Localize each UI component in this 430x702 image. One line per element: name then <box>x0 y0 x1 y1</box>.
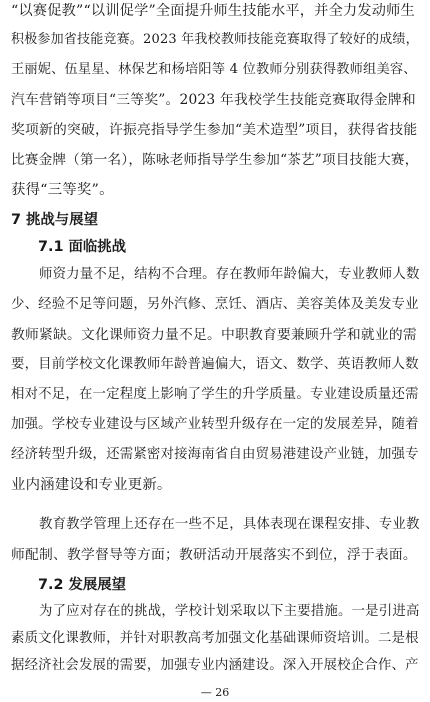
text-line: 少、经验不足等问题，另外汽修、烹饪、酒店、美容美体及美发专业 <box>11 297 419 312</box>
section-heading: 7 挑战与展望 <box>11 212 98 228</box>
text-line: 要，目前学校文化课教师年龄普遍偏大，语文、数学、英语教师人数 <box>11 357 419 372</box>
text-line: 师配制、教学督导等方面；教研活动开展落实不到位，浮于表面。 <box>11 547 417 563</box>
text-line: 加强。学校专业建设与区域产业转型升级存在一定的发展差异，随着 <box>11 417 419 432</box>
text-line: 比赛金牌（第一名），陈咏老师指导学生参加“茶艺”项目技能大赛， <box>11 152 419 168</box>
text-line: 教师紧缺。文化课师资力量不足。中职教育要兼顾升学和就业的需 <box>11 327 417 343</box>
text-line: 师资力量不足，结构不合理。存在教师年龄偏大，专业教师人数 <box>39 267 420 282</box>
text-line: “以赛促教”“以训促学”全面提升师生技能水平，并全力发动师生 <box>11 3 415 19</box>
text-line: 据经济社会发展的需要，加强专业内涵建设。深入开展校企合作、产 <box>11 658 419 673</box>
text-line: 业内涵建设和专业更新。 <box>11 477 172 493</box>
subsection-heading-outlook: 7.2 发展展望 <box>38 577 127 593</box>
page-number: — 26 <box>200 686 230 699</box>
text-line: 素质文化课教师，并针对职教高考加强文化基础课师资培训。二是根 <box>11 631 419 646</box>
text-line: 相对不足，在一定程度上影响了学生的升学质量。专业建设质量还需 <box>11 387 419 402</box>
text-line: 获得“三等奖”。 <box>11 182 114 198</box>
text-line: 王丽妮、伍星星、林保艺和杨培阳等 4 位教师分别获得教师组美容、 <box>11 62 417 77</box>
text-line: 汽车营销等项目“三等奖”。2023 年我校学生技能竞赛取得金牌和 <box>11 92 416 108</box>
subsection-heading-challenges: 7.1 面临挑战 <box>38 239 127 255</box>
text-line: 教育教学管理上还存在一些不足，具体表现在课程安排、专业教 <box>39 517 420 532</box>
text-line: 为了应对存在的挑战，学校计划采取以下主要措施。一是引进高 <box>39 604 420 619</box>
text-line: 经济转型升级，还需紧密对接海南省自由贸易港建设产业链，加强专 <box>11 447 419 462</box>
text-line: 积极参加省技能竞赛。2023 年我校教师技能竞赛取得了较好的成绩， <box>11 32 419 47</box>
text-line: 奖项新的突破，许振亮指导学生参加“美术造型”项目，获得省技能 <box>11 122 418 138</box>
